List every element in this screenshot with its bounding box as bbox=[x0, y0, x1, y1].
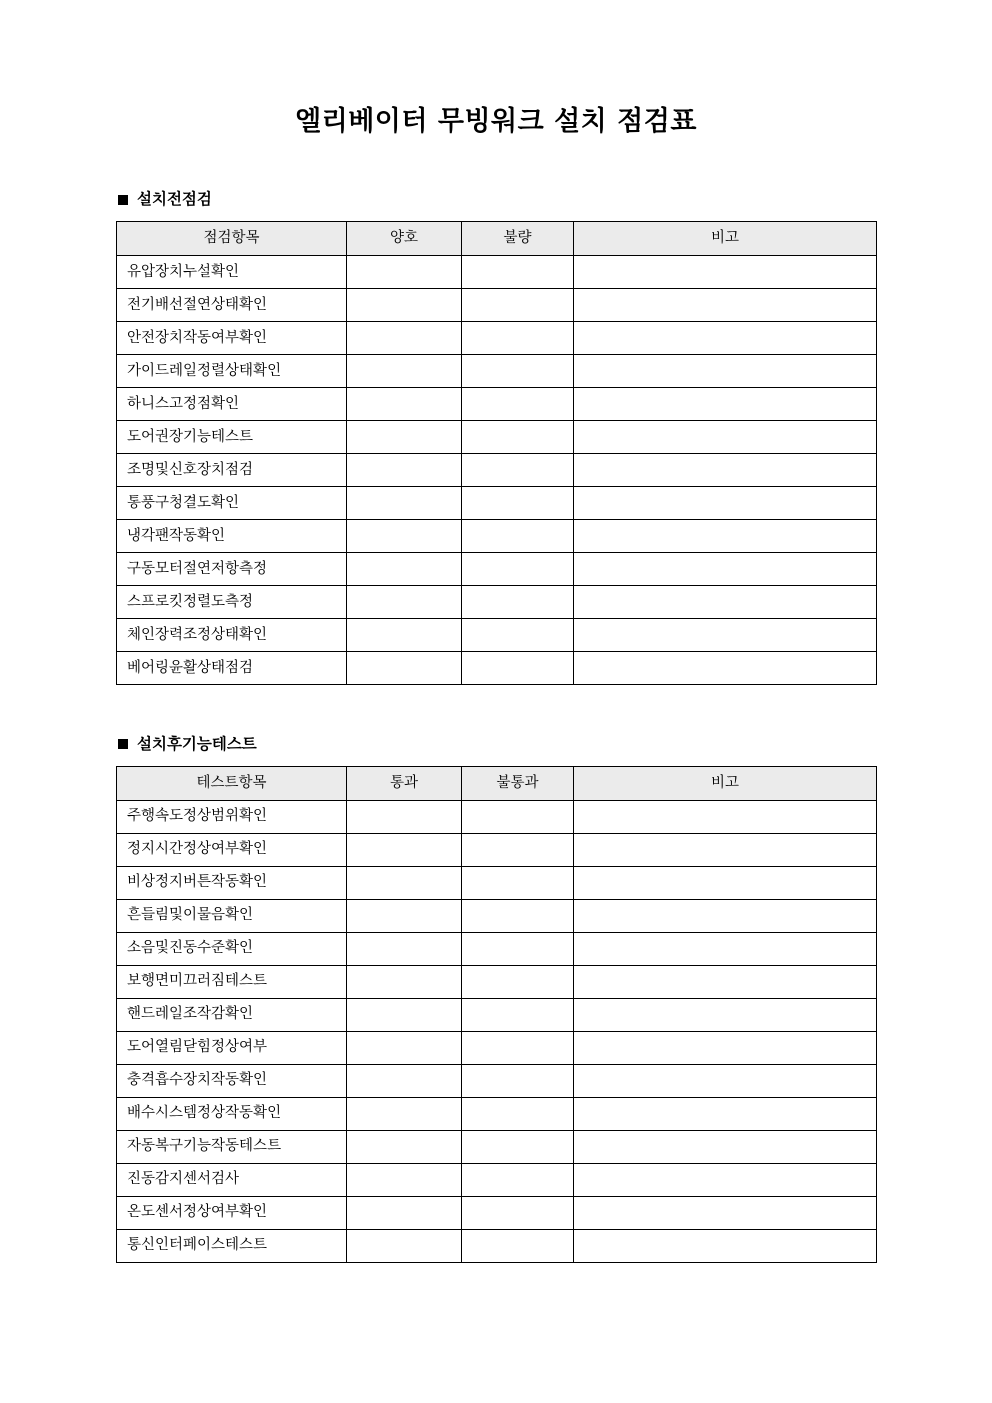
pre-installation-table-body bbox=[117, 255, 877, 684]
inspection-item-label: 냉각팬작동확인 bbox=[117, 519, 347, 552]
test-item-label: 통신인터페이스테스트 bbox=[117, 1229, 347, 1262]
inspection-item-label: 도어권장기능테스트 bbox=[117, 420, 347, 453]
remarks-cell[interactable] bbox=[574, 618, 877, 651]
good-checkbox-cell[interactable] bbox=[347, 288, 462, 321]
remarks-cell[interactable] bbox=[574, 288, 877, 321]
pass-checkbox-cell[interactable] bbox=[347, 932, 462, 965]
test-item-label: 주행속도정상범위확인 bbox=[117, 800, 347, 833]
test-item-label: 도어열림닫힘정상여부 bbox=[117, 1031, 347, 1064]
fail-checkbox-cell[interactable] bbox=[462, 1163, 574, 1196]
remarks-cell[interactable] bbox=[574, 965, 877, 998]
column-header-pass: 통과 bbox=[347, 766, 462, 800]
defect-checkbox-cell[interactable] bbox=[462, 288, 574, 321]
page-title: 엘리베이터 무빙워크 설치 점검표 bbox=[295, 106, 697, 137]
fail-checkbox-cell[interactable] bbox=[462, 800, 574, 833]
good-checkbox-cell[interactable] bbox=[347, 486, 462, 519]
test-item-label: 소음및진동수준확인 bbox=[117, 932, 347, 965]
table-row bbox=[117, 552, 877, 585]
pass-checkbox-cell[interactable] bbox=[347, 1229, 462, 1262]
table-row bbox=[117, 1130, 877, 1163]
section-heading-label: 설치후기능테스트 bbox=[137, 734, 257, 753]
remarks-cell[interactable] bbox=[574, 453, 877, 486]
table-row bbox=[117, 420, 877, 453]
table-row bbox=[117, 833, 877, 866]
defect-checkbox-cell[interactable] bbox=[462, 453, 574, 486]
pass-checkbox-cell[interactable] bbox=[347, 899, 462, 932]
good-checkbox-cell[interactable] bbox=[347, 519, 462, 552]
fail-checkbox-cell[interactable] bbox=[462, 998, 574, 1031]
good-checkbox-cell[interactable] bbox=[347, 453, 462, 486]
remarks-cell[interactable] bbox=[574, 321, 877, 354]
defect-checkbox-cell[interactable] bbox=[462, 552, 574, 585]
defect-checkbox-cell[interactable] bbox=[462, 486, 574, 519]
fail-checkbox-cell[interactable] bbox=[462, 1064, 574, 1097]
remarks-cell[interactable] bbox=[574, 354, 877, 387]
column-header-good: 양호 bbox=[347, 221, 462, 255]
column-header-item: 점검항목 bbox=[117, 221, 347, 255]
remarks-cell[interactable] bbox=[574, 519, 877, 552]
good-checkbox-cell[interactable] bbox=[347, 321, 462, 354]
inspection-item-label: 안전장치작동여부확인 bbox=[117, 321, 347, 354]
table-row bbox=[117, 1031, 877, 1064]
defect-checkbox-cell[interactable] bbox=[462, 651, 574, 684]
inspection-item-label: 통풍구청결도확인 bbox=[117, 486, 347, 519]
fail-checkbox-cell[interactable] bbox=[462, 932, 574, 965]
test-item-label: 보행면미끄러짐테스트 bbox=[117, 965, 347, 998]
test-item-label: 흔들림및이물음확인 bbox=[117, 899, 347, 932]
inspection-item-label: 가이드레일정렬상태확인 bbox=[117, 354, 347, 387]
test-item-label: 비상정지버튼작동확인 bbox=[117, 866, 347, 899]
defect-checkbox-cell[interactable] bbox=[462, 585, 574, 618]
pass-checkbox-cell[interactable] bbox=[347, 1064, 462, 1097]
remarks-cell[interactable] bbox=[574, 899, 877, 932]
good-checkbox-cell[interactable] bbox=[347, 387, 462, 420]
remarks-cell[interactable] bbox=[574, 998, 877, 1031]
test-item-label: 온도센서정상여부확인 bbox=[117, 1196, 347, 1229]
remarks-cell[interactable] bbox=[574, 486, 877, 519]
test-item-label: 충격흡수장치작동확인 bbox=[117, 1064, 347, 1097]
good-checkbox-cell[interactable] bbox=[347, 585, 462, 618]
fail-checkbox-cell[interactable] bbox=[462, 1031, 574, 1064]
section-heading-pre-installation bbox=[118, 190, 876, 209]
fail-checkbox-cell[interactable] bbox=[462, 1130, 574, 1163]
table-header-row bbox=[117, 221, 877, 255]
pass-checkbox-cell[interactable] bbox=[347, 866, 462, 899]
table-row bbox=[117, 899, 877, 932]
good-checkbox-cell[interactable] bbox=[347, 354, 462, 387]
good-checkbox-cell[interactable] bbox=[347, 618, 462, 651]
table-row bbox=[117, 998, 877, 1031]
table-row bbox=[117, 1196, 877, 1229]
table-row bbox=[117, 1229, 877, 1262]
pass-checkbox-cell[interactable] bbox=[347, 1196, 462, 1229]
table-row bbox=[117, 387, 877, 420]
remarks-cell[interactable] bbox=[574, 552, 877, 585]
fail-checkbox-cell[interactable] bbox=[462, 899, 574, 932]
test-item-label: 배수시스템정상작동확인 bbox=[117, 1097, 347, 1130]
table-row bbox=[117, 321, 877, 354]
remarks-cell[interactable] bbox=[574, 1229, 877, 1262]
remarks-cell[interactable] bbox=[574, 833, 877, 866]
table-row bbox=[117, 255, 877, 288]
good-checkbox-cell[interactable] bbox=[347, 255, 462, 288]
remarks-cell[interactable] bbox=[574, 585, 877, 618]
pass-checkbox-cell[interactable] bbox=[347, 1163, 462, 1196]
section-pre-installation bbox=[116, 138, 876, 685]
defect-checkbox-cell[interactable] bbox=[462, 387, 574, 420]
pass-checkbox-cell[interactable] bbox=[347, 965, 462, 998]
remarks-cell[interactable] bbox=[574, 1064, 877, 1097]
fail-checkbox-cell[interactable] bbox=[462, 965, 574, 998]
inspection-item-label: 하니스고정점확인 bbox=[117, 387, 347, 420]
table-row bbox=[117, 651, 877, 684]
table-row bbox=[117, 354, 877, 387]
test-item-label: 정지시간정상여부확인 bbox=[117, 833, 347, 866]
table-row bbox=[117, 288, 877, 321]
remarks-cell[interactable] bbox=[574, 1130, 877, 1163]
pass-checkbox-cell[interactable] bbox=[347, 1130, 462, 1163]
section-heading-label: 설치전점검 bbox=[137, 190, 212, 209]
remarks-cell[interactable] bbox=[574, 420, 877, 453]
table-row bbox=[117, 486, 877, 519]
fail-checkbox-cell[interactable] bbox=[462, 1097, 574, 1130]
defect-checkbox-cell[interactable] bbox=[462, 321, 574, 354]
section-post-installation bbox=[116, 685, 876, 1263]
remarks-cell[interactable] bbox=[574, 651, 877, 684]
table-row bbox=[117, 932, 877, 965]
inspection-item-label: 베어링윤활상태점검 bbox=[117, 651, 347, 684]
inspection-item-label: 유압장치누설확인 bbox=[117, 255, 347, 288]
defect-checkbox-cell[interactable] bbox=[462, 255, 574, 288]
post-installation-table bbox=[116, 766, 877, 1263]
square-bullet-icon bbox=[118, 195, 128, 205]
column-header-defect: 불량 bbox=[462, 221, 574, 255]
column-header-remarks: 비고 bbox=[574, 766, 877, 800]
remarks-cell[interactable] bbox=[574, 866, 877, 899]
defect-checkbox-cell[interactable] bbox=[462, 519, 574, 552]
remarks-cell[interactable] bbox=[574, 932, 877, 965]
table-row bbox=[117, 1064, 877, 1097]
remarks-cell[interactable] bbox=[574, 387, 877, 420]
table-row bbox=[117, 1097, 877, 1130]
pre-installation-table bbox=[116, 221, 877, 685]
remarks-cell[interactable] bbox=[574, 255, 877, 288]
table-row bbox=[117, 618, 877, 651]
fail-checkbox-cell[interactable] bbox=[462, 1196, 574, 1229]
good-checkbox-cell[interactable] bbox=[347, 420, 462, 453]
good-checkbox-cell[interactable] bbox=[347, 552, 462, 585]
table-row bbox=[117, 453, 877, 486]
remarks-cell[interactable] bbox=[574, 1031, 877, 1064]
fail-checkbox-cell[interactable] bbox=[462, 833, 574, 866]
inspection-item-label: 구동모터절연저항측정 bbox=[117, 552, 347, 585]
fail-checkbox-cell[interactable] bbox=[462, 866, 574, 899]
pass-checkbox-cell[interactable] bbox=[347, 833, 462, 866]
good-checkbox-cell[interactable] bbox=[347, 651, 462, 684]
table-row bbox=[117, 585, 877, 618]
section-heading-post-installation bbox=[118, 735, 876, 754]
remarks-cell[interactable] bbox=[574, 1196, 877, 1229]
column-header-test-item: 테스트항목 bbox=[117, 766, 347, 800]
post-installation-table-body bbox=[117, 800, 877, 1262]
inspection-item-label: 스프로킷정렬도측정 bbox=[117, 585, 347, 618]
test-item-label: 진동감지센서검사 bbox=[117, 1163, 347, 1196]
defect-checkbox-cell[interactable] bbox=[462, 618, 574, 651]
defect-checkbox-cell[interactable] bbox=[462, 420, 574, 453]
remarks-cell[interactable] bbox=[574, 1097, 877, 1130]
pass-checkbox-cell[interactable] bbox=[347, 1031, 462, 1064]
remarks-cell[interactable] bbox=[574, 1163, 877, 1196]
table-row bbox=[117, 519, 877, 552]
pass-checkbox-cell[interactable] bbox=[347, 998, 462, 1031]
table-row bbox=[117, 800, 877, 833]
inspection-item-label: 전기배선절연상태확인 bbox=[117, 288, 347, 321]
test-item-label: 자동복구기능작동테스트 bbox=[117, 1130, 347, 1163]
fail-checkbox-cell[interactable] bbox=[462, 1229, 574, 1262]
defect-checkbox-cell[interactable] bbox=[462, 354, 574, 387]
column-header-remarks: 비고 bbox=[574, 221, 877, 255]
table-row bbox=[117, 965, 877, 998]
inspection-item-label: 조명및신호장치점검 bbox=[117, 453, 347, 486]
table-header-row bbox=[117, 766, 877, 800]
remarks-cell[interactable] bbox=[574, 800, 877, 833]
inspection-item-label: 체인장력조정상태확인 bbox=[117, 618, 347, 651]
test-item-label: 핸드레일조작감확인 bbox=[117, 998, 347, 1031]
square-bullet-icon bbox=[118, 739, 128, 749]
table-row bbox=[117, 1163, 877, 1196]
pass-checkbox-cell[interactable] bbox=[347, 800, 462, 833]
column-header-fail: 불통과 bbox=[462, 766, 574, 800]
table-row bbox=[117, 866, 877, 899]
pass-checkbox-cell[interactable] bbox=[347, 1097, 462, 1130]
